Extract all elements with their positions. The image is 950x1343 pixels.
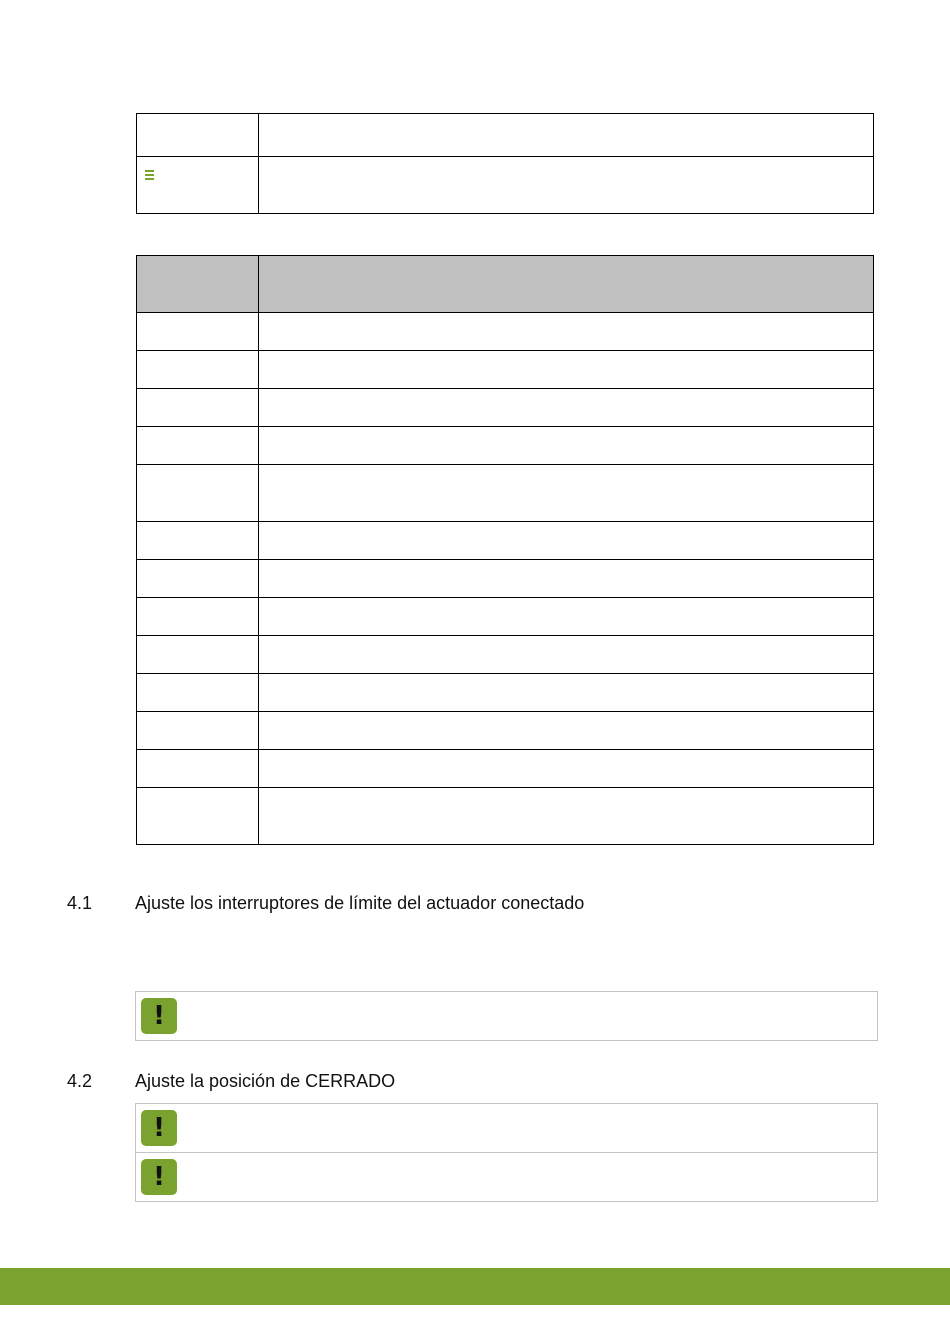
table-cell xyxy=(259,522,874,560)
info-table xyxy=(136,113,874,214)
table-cell xyxy=(137,712,259,750)
table-cell xyxy=(259,389,874,427)
table-cell xyxy=(259,465,874,522)
exclamation-icon: ! xyxy=(141,1159,177,1195)
table-row xyxy=(137,788,874,845)
header-cell xyxy=(137,256,259,313)
table-cell xyxy=(137,157,259,214)
table-header-row xyxy=(137,256,874,313)
table-cell xyxy=(259,598,874,636)
table-row xyxy=(137,313,874,351)
warning-box xyxy=(135,991,878,1041)
footer-bar xyxy=(0,1268,950,1305)
exclamation-icon: ! xyxy=(141,998,177,1034)
table-row xyxy=(137,598,874,636)
warning-note xyxy=(136,1152,877,1201)
table-row xyxy=(137,712,874,750)
table-cell xyxy=(259,636,874,674)
table-cell xyxy=(259,114,874,157)
table-cell xyxy=(259,157,874,214)
table-cell xyxy=(137,389,259,427)
table-cell xyxy=(259,313,874,351)
section-title: Ajuste los interruptores de límite del actuador conectado xyxy=(135,893,585,913)
table-cell xyxy=(137,636,259,674)
warning-note xyxy=(136,1104,877,1152)
table-row xyxy=(137,389,874,427)
table-cell xyxy=(137,522,259,560)
table-row xyxy=(137,427,874,465)
table-cell xyxy=(259,750,874,788)
table-cell xyxy=(137,427,259,465)
table-cell xyxy=(137,560,259,598)
table-cell xyxy=(259,788,874,845)
table-row xyxy=(137,750,874,788)
table-row xyxy=(137,351,874,389)
section-number: 4.1 xyxy=(67,893,93,913)
table-cell xyxy=(259,351,874,389)
table-cell xyxy=(137,674,259,712)
table-row xyxy=(137,465,874,522)
section-title: Ajuste la posición de CERRADO xyxy=(135,1071,396,1091)
table-row xyxy=(137,560,874,598)
warning-box xyxy=(135,1103,878,1202)
table-cell xyxy=(259,712,874,750)
table-cell xyxy=(137,750,259,788)
table-cell xyxy=(259,674,874,712)
table-cell xyxy=(259,560,874,598)
table-cell xyxy=(137,313,259,351)
table-cell xyxy=(137,351,259,389)
table-cell xyxy=(137,788,259,845)
table-row xyxy=(137,157,874,214)
table-row xyxy=(137,522,874,560)
table-cell xyxy=(137,114,259,157)
exclamation-icon: ! xyxy=(141,1110,177,1146)
table-cell xyxy=(137,598,259,636)
list-icon xyxy=(145,170,154,182)
table-row xyxy=(137,636,874,674)
table-row xyxy=(137,114,874,157)
table-row xyxy=(137,674,874,712)
warning-note xyxy=(136,992,877,1040)
header-cell xyxy=(259,256,874,313)
parts-table xyxy=(136,255,874,845)
table-cell xyxy=(137,465,259,522)
table-cell xyxy=(259,427,874,465)
section-number: 4.2 xyxy=(67,1071,93,1091)
